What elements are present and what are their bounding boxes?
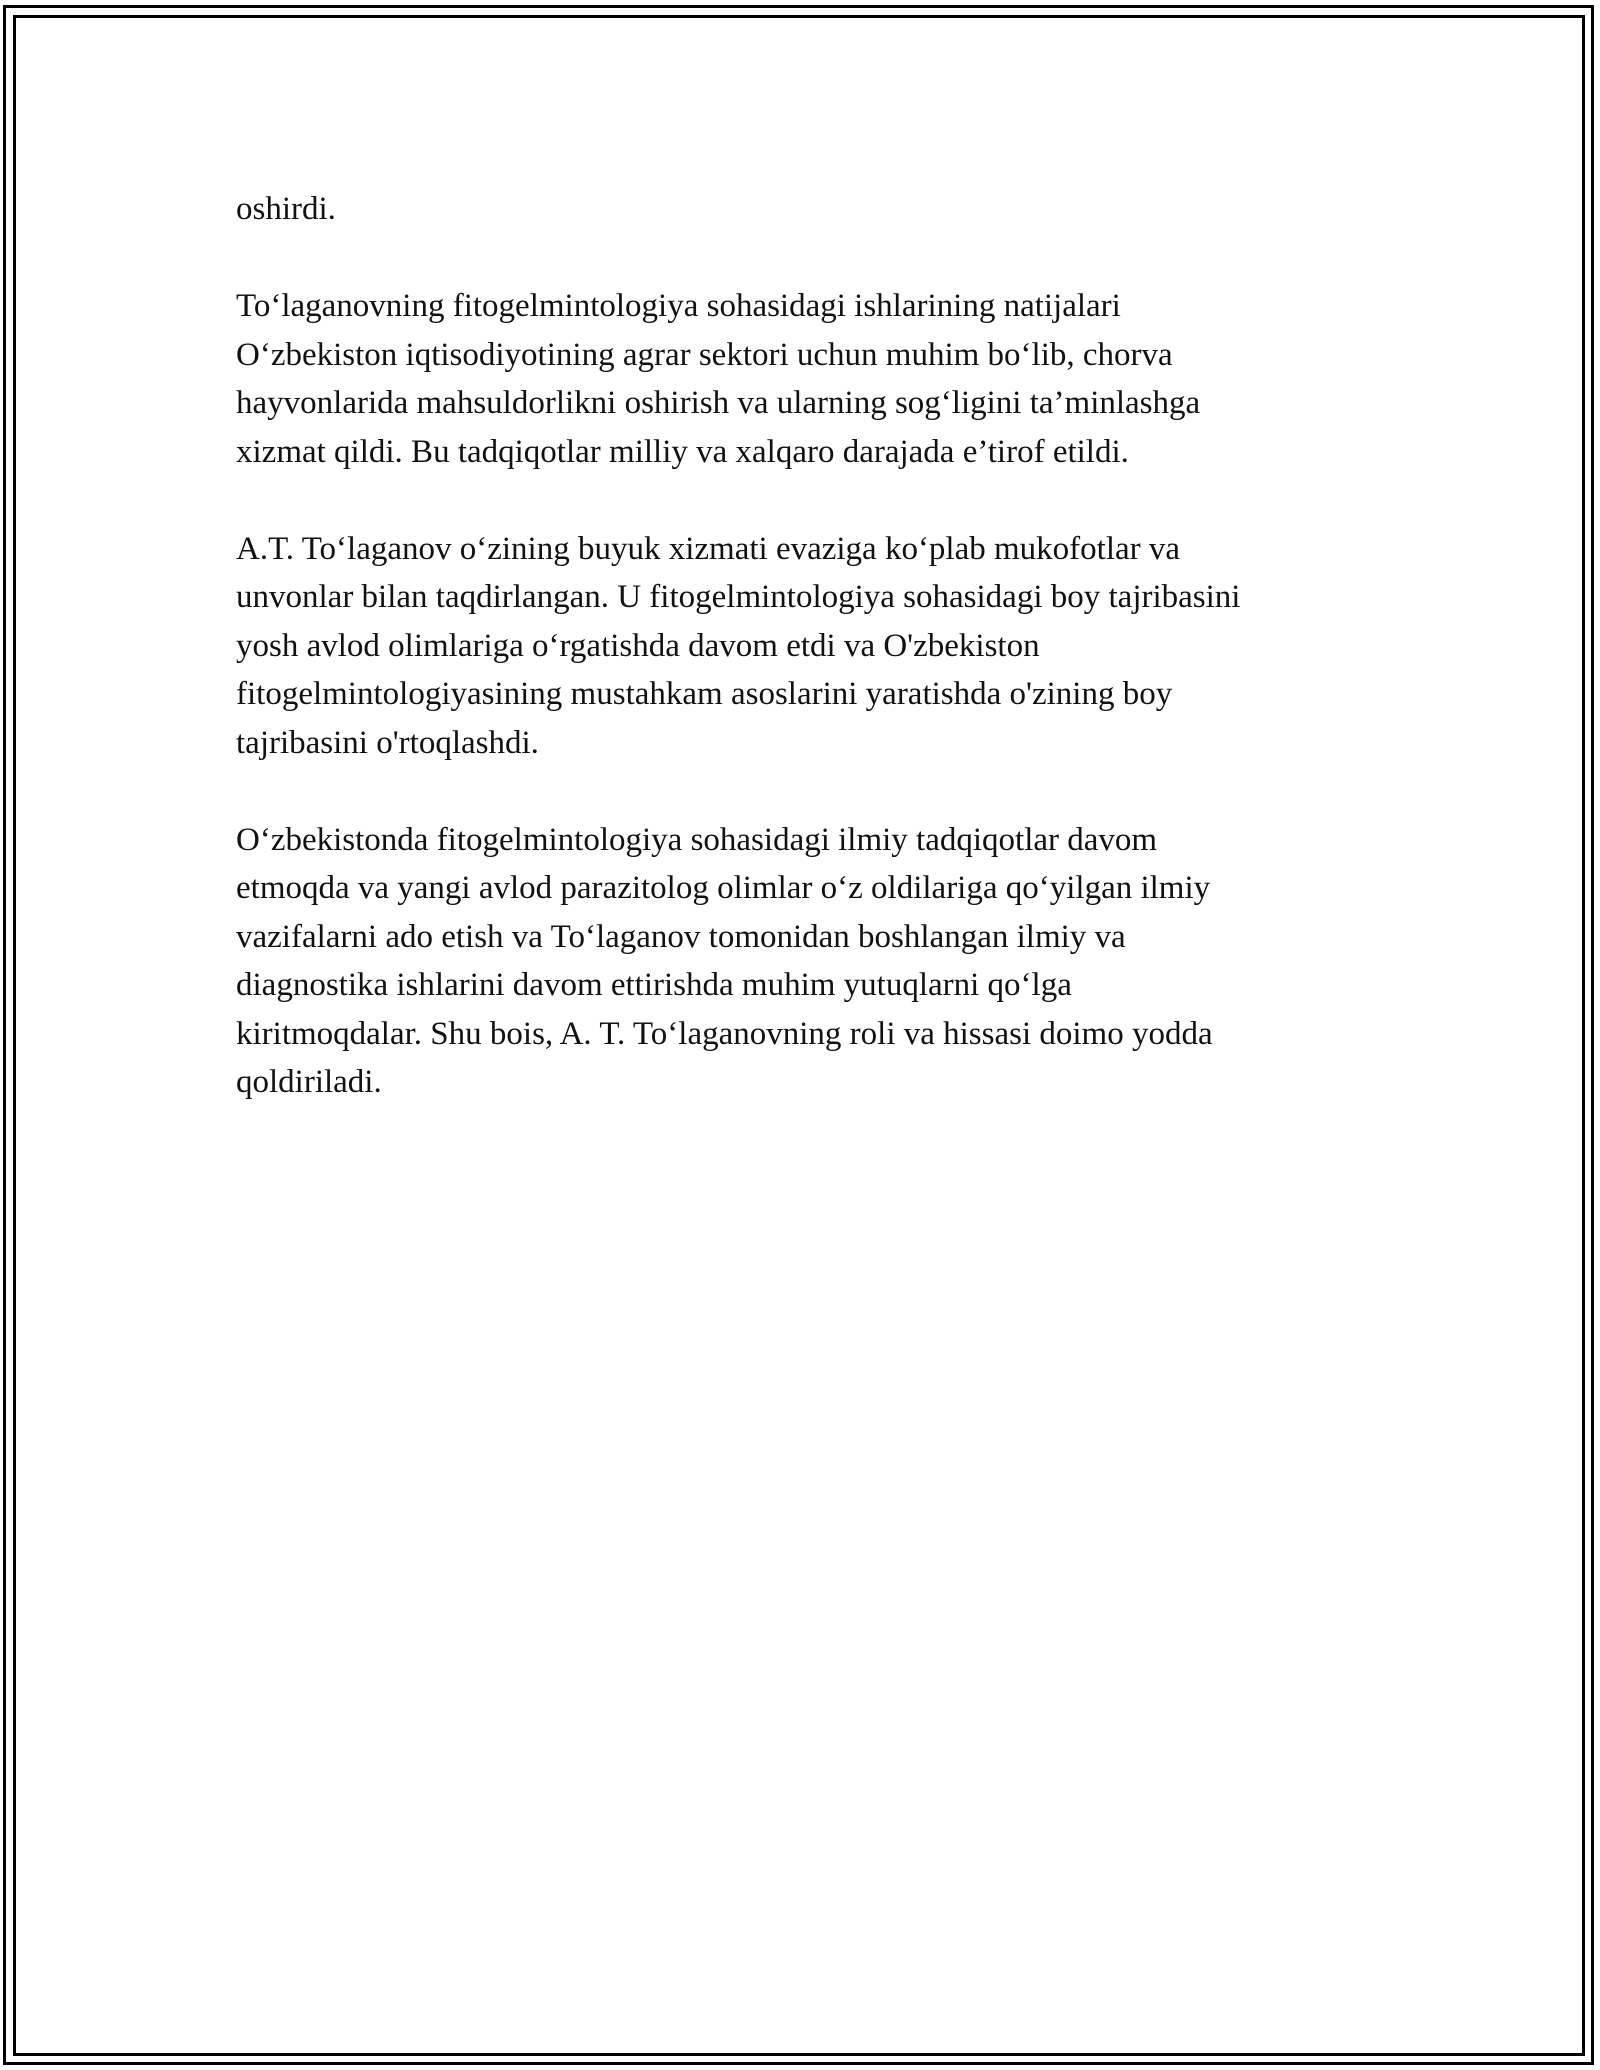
text-line: A.T. To‘laganov o‘zining buyuk xizmati evaziga ko‘plab mukofotlar va	[236, 530, 1181, 567]
text-line: diagnostika ishlarini davom ettirishda muhim yutuqlarni qo‘lga	[236, 967, 1072, 1003]
document-body	[236, 185, 1366, 1155]
text-line: O‘zbekistonda fitogelmintologiya sohasidagi ilmiy tadqiqotlar davom	[236, 821, 1158, 858]
paragraph-2	[236, 282, 1366, 476]
paragraph-4	[236, 816, 1366, 1107]
text-line: To‘laganovning fitogelmintologiya sohasidagi ishlarining natijalari	[236, 288, 1121, 324]
paragraph-1	[236, 185, 1366, 234]
text-line: unvonlar bilan taqdirlangan. U fitogelmintologiya sohasidagi boy tajribasini	[236, 579, 1241, 615]
text-line: fitogelmintologiyasining mustahkam asoslarini yaratishda o'zining boy	[236, 676, 1173, 712]
text-line: O‘zbekiston iqtisodiyotining agrar sektori uchun muhim bo‘lib, chorva	[236, 336, 1173, 373]
text-line: vazifalarni ado etish va To‘laganov tomonidan boshlangan ilmiy va	[236, 918, 1126, 955]
paragraph-3	[236, 525, 1366, 768]
text-line: oshirdi.	[236, 191, 336, 227]
text-line: xizmat qildi. Bu tadqiqotlar milliy va xalqaro darajada e’tirof etildi.	[236, 433, 1129, 470]
text-line: etmoqda va yangi avlod parazitolog olimlar o‘z oldilariga qo‘yilgan ilmiy	[236, 870, 1211, 906]
text-line: hayvonlarida mahsuldorlikni oshirish va ularning sog‘ligini ta’minlashga	[236, 385, 1201, 421]
text-line: yosh avlod olimlariga o‘rgatishda davom etdi va O'zbekiston	[236, 627, 1040, 664]
text-line: kiritmoqdalar. Shu bois, A. T. To‘laganovning roli va hissasi doimo yodda	[236, 1015, 1213, 1052]
text-line: tajribasini o'rtoqlashdi.	[236, 724, 539, 761]
text-line: qoldiriladi.	[236, 1064, 382, 1100]
